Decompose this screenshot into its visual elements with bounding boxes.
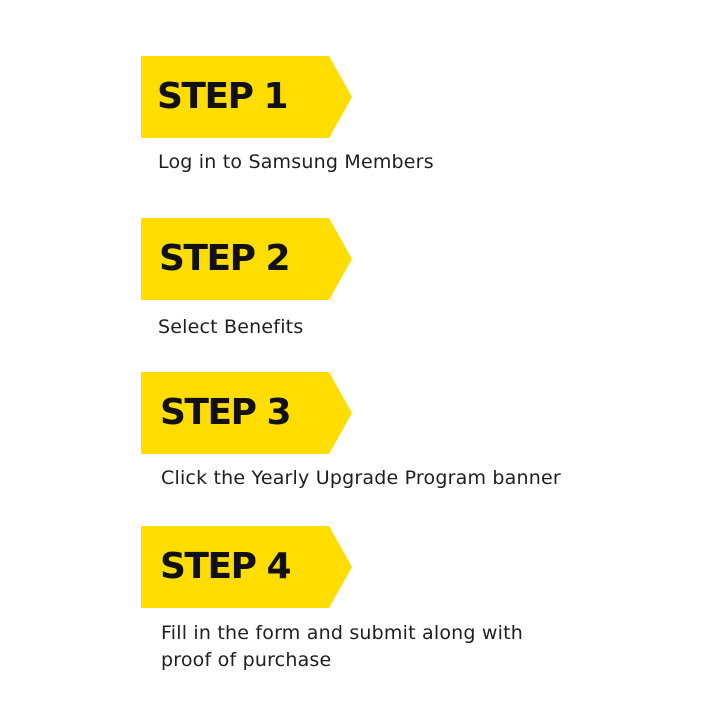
step-4-label: STEP 4 (160, 546, 291, 587)
step-1-label: STEP 1 (157, 76, 288, 117)
step-2-label: STEP 2 (159, 238, 290, 279)
step-4-description-line-1: Fill in the form and submit along with (161, 622, 524, 644)
step-3-label: STEP 3 (160, 392, 291, 433)
step-2-description-line-1: Select Benefits (158, 316, 304, 338)
step-2-banner (141, 218, 352, 300)
step-3-description (161, 465, 561, 492)
step-4-banner (141, 526, 352, 608)
step-3-banner (141, 372, 352, 454)
step-4-description (161, 620, 523, 674)
step-1-description-line-1: Log in to Samsung Members (158, 151, 434, 173)
step-3-description-line-1: Click the Yearly Upgrade Program banner (161, 467, 561, 489)
step-1-banner (141, 56, 352, 138)
step-2-description (158, 314, 303, 341)
step-4-description-line-2: proof of purchase (161, 649, 332, 671)
step-1-description (158, 149, 434, 176)
